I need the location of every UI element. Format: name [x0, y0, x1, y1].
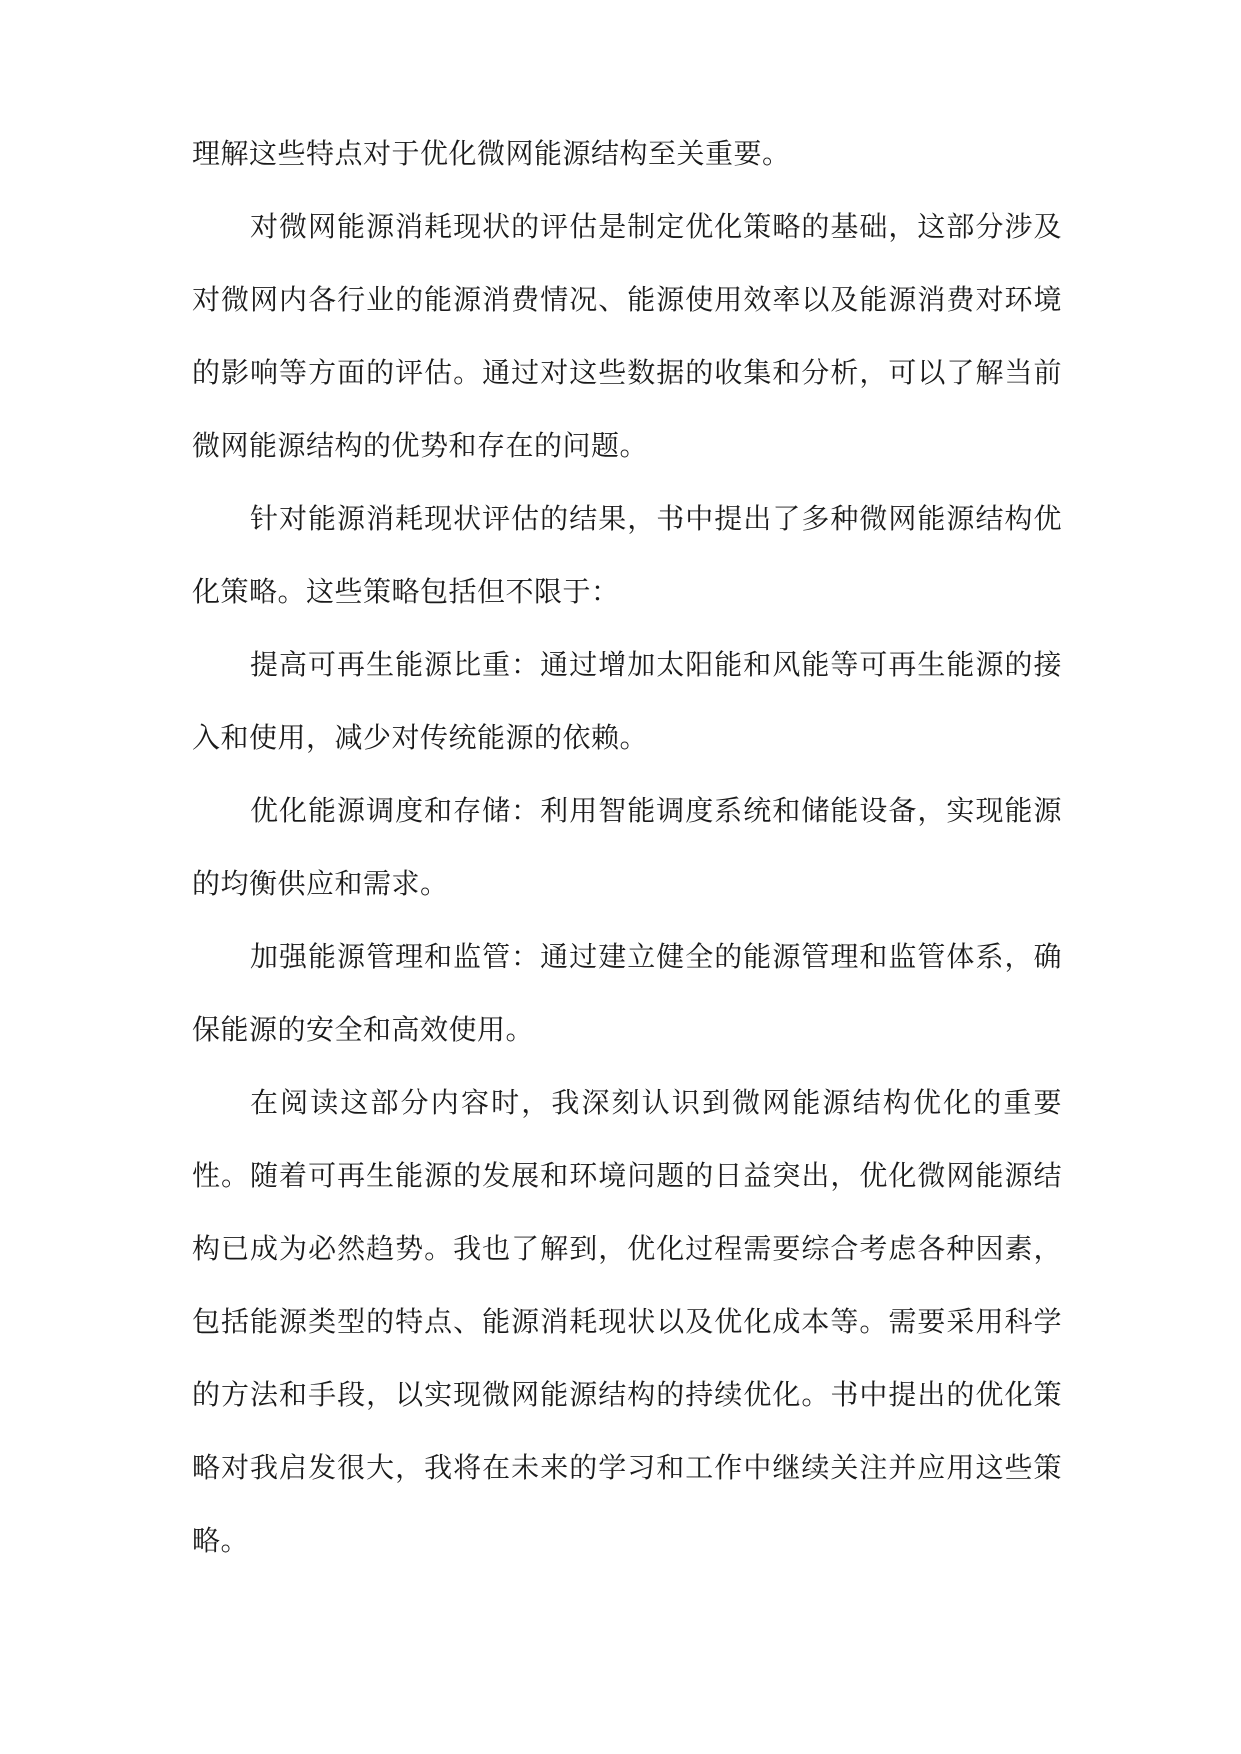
paragraph-strategy-dispatch: 优化能源调度和存储：利用智能调度系统和储能设备，实现能源的均衡供应和需求。: [192, 794, 1062, 900]
paragraph-reflection: 在阅读这部分内容时，我深刻认识到微网能源结构优化的重要性。随着可再生能源的发展和环境问题的日益突出，优化微网能源结构已成为必然趋势。我也了解到，优化过程需要综合考虑各种因素，包括能源类型的特点、能源消耗现状以及优化成本等。需要采用科学的方法和手段，以实现微网能源结构的持续优化。书中提出的优化策略对我启发很大，我将在未来的学习和工作中继续关注并应用这些策略。: [192, 1086, 1062, 1557]
paragraph-strategy-renewables: 提高可再生能源比重：通过增加太阳能和风能等可再生能源的接入和使用，减少对传统能源的依赖。: [192, 648, 1062, 754]
paragraph-strategies-intro: 针对能源消耗现状评估的结果，书中提出了多种微网能源结构优化策略。这些策略包括但不限于：: [192, 502, 1062, 608]
paragraph-assessment: 对微网能源消耗现状的评估是制定优化策略的基础，这部分涉及对微网内各行业的能源消费情况、能源使用效率以及能源消费对环境的影响等方面的评估。通过对这些数据的收集和分析，可以了解当前微网能源结构的优势和存在的问题。: [192, 210, 1062, 462]
paragraph-continuation: 理解这些特点对于优化微网能源结构至关重要。: [192, 137, 791, 170]
body-text: [192, 117, 1062, 1577]
paragraph-strategy-management: 加强能源管理和监管：通过建立健全的能源管理和监管体系，确保能源的安全和高效使用。: [192, 940, 1062, 1046]
